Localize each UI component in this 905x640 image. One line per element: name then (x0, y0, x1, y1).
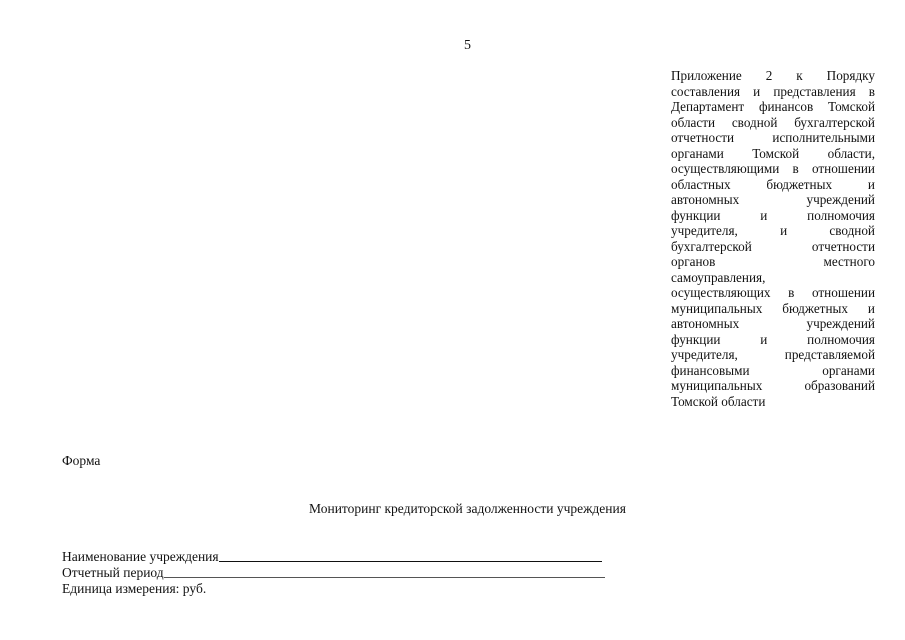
reporting-period-label: Отчетный период (62, 565, 164, 580)
appendix-line: отчетности исполнительными (671, 130, 875, 145)
appendix-line: муниципальных образований (671, 378, 875, 393)
appendix-line: области сводной бухгалтерской (671, 114, 875, 130)
appendix-line: финансовыми органами (671, 362, 875, 378)
appendix-line: Томской области (671, 393, 766, 409)
appendix-line: муниципальных бюджетных и (671, 300, 875, 316)
appendix-note (671, 68, 875, 409)
appendix-line: учредителя, и сводной (671, 223, 875, 238)
form-label: Форма (62, 453, 101, 468)
unit-row (62, 581, 622, 597)
appendix-line: функции и полномочия (671, 331, 875, 347)
appendix-line: составления и представления в (671, 83, 875, 99)
institution-name-row (62, 549, 622, 565)
reporting-period-row (62, 565, 622, 581)
appendix-line: областных бюджетных и (671, 176, 875, 192)
appendix-line: органами Томской области, (671, 145, 875, 161)
appendix-line: автономных учреждений (671, 316, 875, 331)
appendix-line: осуществляющих в отношении (671, 285, 875, 300)
appendix-line: автономных учреждений (671, 192, 875, 207)
form-fields (62, 549, 622, 597)
page-number: 5 (464, 38, 471, 53)
institution-name-blank-line[interactable] (219, 561, 602, 562)
institution-name-label: Наименование учреждения (62, 549, 219, 564)
appendix-line: осуществляющими в отношении (671, 161, 875, 176)
reporting-period-blank-line[interactable] (164, 577, 605, 578)
appendix-line: функции и полномочия (671, 207, 875, 223)
appendix-line: Приложение 2 к Порядку (671, 68, 875, 83)
document-title: Мониторинг кредиторской задолженности учреждения (309, 501, 626, 516)
appendix-line: органов местного (671, 254, 875, 269)
unit-label: Единица измерения: руб. (62, 581, 207, 596)
appendix-line: учредителя, представляемой (671, 347, 875, 362)
appendix-line: Департамент финансов Томской (671, 99, 875, 114)
appendix-line: бухгалтерской отчетности (671, 238, 875, 254)
appendix-line: самоуправления, (671, 269, 766, 285)
